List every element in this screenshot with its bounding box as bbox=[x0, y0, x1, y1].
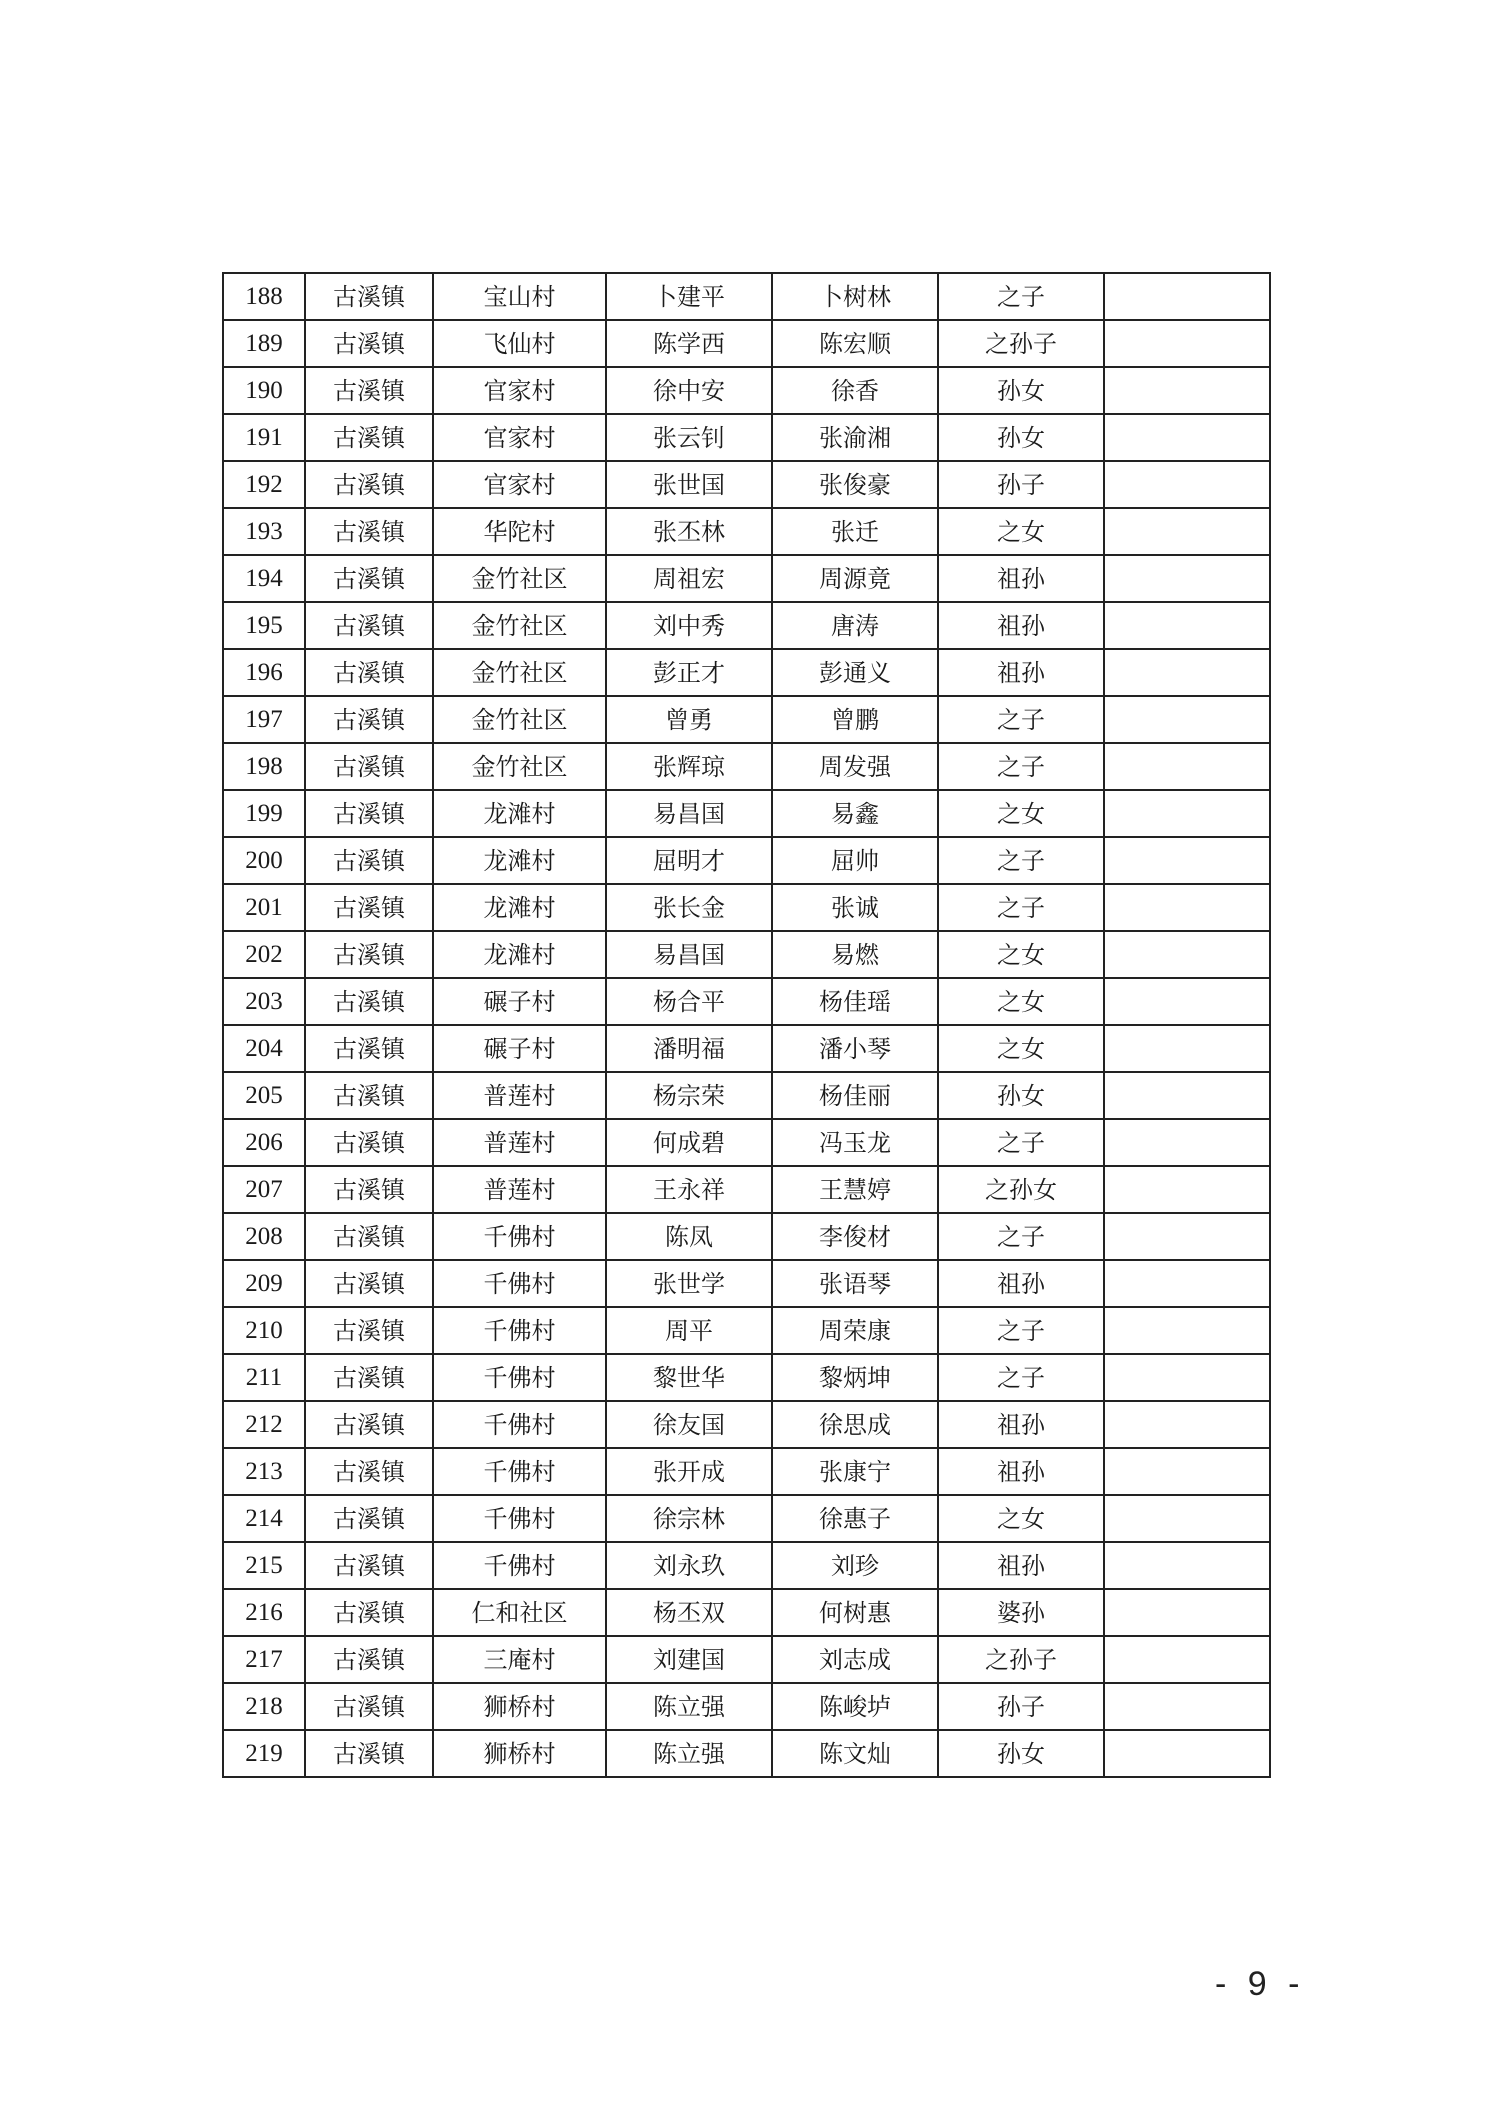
row-number-cell: 199 bbox=[223, 790, 305, 837]
relationship-cell: 之孙女 bbox=[938, 1166, 1104, 1213]
town-cell: 古溪镇 bbox=[305, 1166, 433, 1213]
remarks-cell bbox=[1104, 1636, 1270, 1683]
village-cell: 龙滩村 bbox=[433, 790, 606, 837]
dependent-name-cell: 易鑫 bbox=[772, 790, 938, 837]
elder-name-cell: 张丕林 bbox=[606, 508, 772, 555]
town-cell: 古溪镇 bbox=[305, 1495, 433, 1542]
row-number-cell: 219 bbox=[223, 1730, 305, 1777]
row-number-cell: 193 bbox=[223, 508, 305, 555]
dependent-name-cell: 杨佳丽 bbox=[772, 1072, 938, 1119]
row-number-cell: 197 bbox=[223, 696, 305, 743]
dependent-name-cell: 刘珍 bbox=[772, 1542, 938, 1589]
row-number-cell: 191 bbox=[223, 414, 305, 461]
elder-name-cell: 刘永玖 bbox=[606, 1542, 772, 1589]
remarks-cell bbox=[1104, 1119, 1270, 1166]
table-row bbox=[223, 1166, 1270, 1213]
village-cell: 飞仙村 bbox=[433, 320, 606, 367]
village-cell: 千佛村 bbox=[433, 1260, 606, 1307]
remarks-cell bbox=[1104, 696, 1270, 743]
village-cell: 金竹社区 bbox=[433, 743, 606, 790]
table-row bbox=[223, 1683, 1270, 1730]
relationship-cell: 祖孙 bbox=[938, 1401, 1104, 1448]
dependent-name-cell: 张俊豪 bbox=[772, 461, 938, 508]
town-cell: 古溪镇 bbox=[305, 1401, 433, 1448]
dependent-name-cell: 唐涛 bbox=[772, 602, 938, 649]
dependent-name-cell: 张康宁 bbox=[772, 1448, 938, 1495]
remarks-cell bbox=[1104, 1260, 1270, 1307]
remarks-cell bbox=[1104, 649, 1270, 696]
remarks-cell bbox=[1104, 320, 1270, 367]
row-number-cell: 207 bbox=[223, 1166, 305, 1213]
village-cell: 千佛村 bbox=[433, 1213, 606, 1260]
village-cell: 龙滩村 bbox=[433, 884, 606, 931]
village-cell: 三庵村 bbox=[433, 1636, 606, 1683]
elder-name-cell: 陈学西 bbox=[606, 320, 772, 367]
elder-name-cell: 屈明才 bbox=[606, 837, 772, 884]
village-cell: 金竹社区 bbox=[433, 602, 606, 649]
row-number-cell: 211 bbox=[223, 1354, 305, 1401]
remarks-cell bbox=[1104, 1307, 1270, 1354]
table-row bbox=[223, 273, 1270, 320]
row-number-cell: 218 bbox=[223, 1683, 305, 1730]
remarks-cell bbox=[1104, 367, 1270, 414]
village-cell: 碾子村 bbox=[433, 978, 606, 1025]
row-number-cell: 203 bbox=[223, 978, 305, 1025]
table-row bbox=[223, 1260, 1270, 1307]
elder-name-cell: 曾勇 bbox=[606, 696, 772, 743]
row-number-cell: 213 bbox=[223, 1448, 305, 1495]
elder-name-cell: 易昌国 bbox=[606, 931, 772, 978]
row-number-cell: 189 bbox=[223, 320, 305, 367]
table-row bbox=[223, 414, 1270, 461]
table-row bbox=[223, 1448, 1270, 1495]
town-cell: 古溪镇 bbox=[305, 1730, 433, 1777]
dependent-name-cell: 刘志成 bbox=[772, 1636, 938, 1683]
village-cell: 华陀村 bbox=[433, 508, 606, 555]
remarks-cell bbox=[1104, 1730, 1270, 1777]
row-number-cell: 192 bbox=[223, 461, 305, 508]
relationship-cell: 之子 bbox=[938, 1354, 1104, 1401]
relationship-cell: 孙子 bbox=[938, 1683, 1104, 1730]
remarks-cell bbox=[1104, 884, 1270, 931]
table-row bbox=[223, 1542, 1270, 1589]
remarks-cell bbox=[1104, 1072, 1270, 1119]
town-cell: 古溪镇 bbox=[305, 555, 433, 602]
row-number-cell: 202 bbox=[223, 931, 305, 978]
row-number-cell: 214 bbox=[223, 1495, 305, 1542]
remarks-cell bbox=[1104, 555, 1270, 602]
elder-name-cell: 张辉琼 bbox=[606, 743, 772, 790]
table-row bbox=[223, 367, 1270, 414]
relationship-cell: 祖孙 bbox=[938, 1260, 1104, 1307]
village-cell: 千佛村 bbox=[433, 1542, 606, 1589]
town-cell: 古溪镇 bbox=[305, 508, 433, 555]
row-number-cell: 210 bbox=[223, 1307, 305, 1354]
elder-name-cell: 陈凤 bbox=[606, 1213, 772, 1260]
relationship-cell: 孙女 bbox=[938, 1072, 1104, 1119]
dependent-name-cell: 周发强 bbox=[772, 743, 938, 790]
elder-name-cell: 卜建平 bbox=[606, 273, 772, 320]
town-cell: 古溪镇 bbox=[305, 461, 433, 508]
town-cell: 古溪镇 bbox=[305, 837, 433, 884]
town-cell: 古溪镇 bbox=[305, 1260, 433, 1307]
remarks-cell bbox=[1104, 1354, 1270, 1401]
row-number-cell: 196 bbox=[223, 649, 305, 696]
town-cell: 古溪镇 bbox=[305, 1448, 433, 1495]
village-cell: 官家村 bbox=[433, 367, 606, 414]
village-cell: 狮桥村 bbox=[433, 1683, 606, 1730]
dependent-name-cell: 屈帅 bbox=[772, 837, 938, 884]
row-number-cell: 204 bbox=[223, 1025, 305, 1072]
relationship-cell: 之子 bbox=[938, 1213, 1104, 1260]
row-number-cell: 208 bbox=[223, 1213, 305, 1260]
relationship-cell: 祖孙 bbox=[938, 602, 1104, 649]
remarks-cell bbox=[1104, 1401, 1270, 1448]
row-number-cell: 190 bbox=[223, 367, 305, 414]
town-cell: 古溪镇 bbox=[305, 1307, 433, 1354]
relationship-cell: 之女 bbox=[938, 508, 1104, 555]
table-row bbox=[223, 1213, 1270, 1260]
table-row bbox=[223, 790, 1270, 837]
elder-name-cell: 徐友国 bbox=[606, 1401, 772, 1448]
remarks-cell bbox=[1104, 743, 1270, 790]
dependent-name-cell: 陈峻垆 bbox=[772, 1683, 938, 1730]
relationship-cell: 之子 bbox=[938, 837, 1104, 884]
table-row bbox=[223, 1072, 1270, 1119]
relationship-cell: 之子 bbox=[938, 1307, 1104, 1354]
table-row bbox=[223, 1495, 1270, 1542]
table-row bbox=[223, 696, 1270, 743]
relationship-cell: 祖孙 bbox=[938, 555, 1104, 602]
relationship-cell: 之女 bbox=[938, 1495, 1104, 1542]
town-cell: 古溪镇 bbox=[305, 696, 433, 743]
table-row bbox=[223, 1025, 1270, 1072]
table-row bbox=[223, 743, 1270, 790]
dependent-name-cell: 周荣康 bbox=[772, 1307, 938, 1354]
elder-name-cell: 易昌国 bbox=[606, 790, 772, 837]
table-row bbox=[223, 602, 1270, 649]
dependent-name-cell: 潘小琴 bbox=[772, 1025, 938, 1072]
relationship-cell: 之孙子 bbox=[938, 1636, 1104, 1683]
remarks-cell bbox=[1104, 790, 1270, 837]
remarks-cell bbox=[1104, 1166, 1270, 1213]
relationship-cell: 之子 bbox=[938, 696, 1104, 743]
dependent-name-cell: 李俊材 bbox=[772, 1213, 938, 1260]
village-cell: 龙滩村 bbox=[433, 837, 606, 884]
relationship-cell: 祖孙 bbox=[938, 1542, 1104, 1589]
village-cell: 千佛村 bbox=[433, 1354, 606, 1401]
dependent-name-cell: 曾鹏 bbox=[772, 696, 938, 743]
dependent-name-cell: 张迁 bbox=[772, 508, 938, 555]
village-cell: 仁和社区 bbox=[433, 1589, 606, 1636]
table-row bbox=[223, 978, 1270, 1025]
row-number-cell: 206 bbox=[223, 1119, 305, 1166]
row-number-cell: 195 bbox=[223, 602, 305, 649]
town-cell: 古溪镇 bbox=[305, 1025, 433, 1072]
row-number-cell: 188 bbox=[223, 273, 305, 320]
row-number-cell: 215 bbox=[223, 1542, 305, 1589]
row-number-cell: 194 bbox=[223, 555, 305, 602]
dependent-name-cell: 徐思成 bbox=[772, 1401, 938, 1448]
dependent-name-cell: 陈宏顺 bbox=[772, 320, 938, 367]
dependent-name-cell: 杨佳瑶 bbox=[772, 978, 938, 1025]
table-row bbox=[223, 1354, 1270, 1401]
relationship-cell: 之子 bbox=[938, 884, 1104, 931]
elder-name-cell: 刘中秀 bbox=[606, 602, 772, 649]
elder-name-cell: 张开成 bbox=[606, 1448, 772, 1495]
remarks-cell bbox=[1104, 1213, 1270, 1260]
relationship-cell: 孙子 bbox=[938, 461, 1104, 508]
row-number-cell: 209 bbox=[223, 1260, 305, 1307]
elder-name-cell: 周祖宏 bbox=[606, 555, 772, 602]
dependent-name-cell: 徐惠子 bbox=[772, 1495, 938, 1542]
remarks-cell bbox=[1104, 931, 1270, 978]
remarks-cell bbox=[1104, 837, 1270, 884]
dependent-name-cell: 陈文灿 bbox=[772, 1730, 938, 1777]
roster-table bbox=[222, 272, 1271, 1778]
elder-name-cell: 王永祥 bbox=[606, 1166, 772, 1213]
elder-name-cell: 陈立强 bbox=[606, 1730, 772, 1777]
relationship-cell: 婆孙 bbox=[938, 1589, 1104, 1636]
elder-name-cell: 潘明福 bbox=[606, 1025, 772, 1072]
relationship-cell: 之女 bbox=[938, 1025, 1104, 1072]
village-cell: 龙滩村 bbox=[433, 931, 606, 978]
row-number-cell: 201 bbox=[223, 884, 305, 931]
village-cell: 千佛村 bbox=[433, 1401, 606, 1448]
relationship-cell: 孙女 bbox=[938, 367, 1104, 414]
row-number-cell: 200 bbox=[223, 837, 305, 884]
village-cell: 金竹社区 bbox=[433, 696, 606, 743]
town-cell: 古溪镇 bbox=[305, 367, 433, 414]
remarks-cell bbox=[1104, 978, 1270, 1025]
row-number-cell: 216 bbox=[223, 1589, 305, 1636]
table-row bbox=[223, 1730, 1270, 1777]
table-row bbox=[223, 1589, 1270, 1636]
town-cell: 古溪镇 bbox=[305, 743, 433, 790]
village-cell: 官家村 bbox=[433, 414, 606, 461]
dependent-name-cell: 徐香 bbox=[772, 367, 938, 414]
dependent-name-cell: 周源竟 bbox=[772, 555, 938, 602]
relationship-cell: 祖孙 bbox=[938, 1448, 1104, 1495]
town-cell: 古溪镇 bbox=[305, 1589, 433, 1636]
relationship-cell: 之孙子 bbox=[938, 320, 1104, 367]
elder-name-cell: 徐中安 bbox=[606, 367, 772, 414]
elder-name-cell: 张长金 bbox=[606, 884, 772, 931]
elder-name-cell: 杨宗荣 bbox=[606, 1072, 772, 1119]
remarks-cell bbox=[1104, 1683, 1270, 1730]
elder-name-cell: 刘建国 bbox=[606, 1636, 772, 1683]
dependent-name-cell: 张语琴 bbox=[772, 1260, 938, 1307]
town-cell: 古溪镇 bbox=[305, 1119, 433, 1166]
town-cell: 古溪镇 bbox=[305, 884, 433, 931]
table-row bbox=[223, 884, 1270, 931]
remarks-cell bbox=[1104, 273, 1270, 320]
dependent-name-cell: 张诚 bbox=[772, 884, 938, 931]
village-cell: 金竹社区 bbox=[433, 555, 606, 602]
table-row bbox=[223, 649, 1270, 696]
town-cell: 古溪镇 bbox=[305, 1354, 433, 1401]
elder-name-cell: 彭正才 bbox=[606, 649, 772, 696]
elder-name-cell: 陈立强 bbox=[606, 1683, 772, 1730]
remarks-cell bbox=[1104, 508, 1270, 555]
elder-name-cell: 徐宗林 bbox=[606, 1495, 772, 1542]
elder-name-cell: 何成碧 bbox=[606, 1119, 772, 1166]
town-cell: 古溪镇 bbox=[305, 273, 433, 320]
dependent-name-cell: 黎炳坤 bbox=[772, 1354, 938, 1401]
table-row bbox=[223, 1119, 1270, 1166]
town-cell: 古溪镇 bbox=[305, 649, 433, 696]
town-cell: 古溪镇 bbox=[305, 931, 433, 978]
relationship-cell: 之女 bbox=[938, 931, 1104, 978]
table-row bbox=[223, 508, 1270, 555]
village-cell: 千佛村 bbox=[433, 1495, 606, 1542]
remarks-cell bbox=[1104, 414, 1270, 461]
table-row bbox=[223, 1636, 1270, 1683]
row-number-cell: 198 bbox=[223, 743, 305, 790]
elder-name-cell: 黎世华 bbox=[606, 1354, 772, 1401]
town-cell: 古溪镇 bbox=[305, 1213, 433, 1260]
remarks-cell bbox=[1104, 1589, 1270, 1636]
roster-body bbox=[223, 273, 1270, 1777]
dependent-name-cell: 张渝湘 bbox=[772, 414, 938, 461]
row-number-cell: 217 bbox=[223, 1636, 305, 1683]
dependent-name-cell: 王慧婷 bbox=[772, 1166, 938, 1213]
village-cell: 官家村 bbox=[433, 461, 606, 508]
village-cell: 千佛村 bbox=[433, 1448, 606, 1495]
town-cell: 古溪镇 bbox=[305, 978, 433, 1025]
remarks-cell bbox=[1104, 1542, 1270, 1589]
page-number: - 9 - bbox=[1215, 1965, 1306, 2003]
dependent-name-cell: 何树惠 bbox=[772, 1589, 938, 1636]
table-row bbox=[223, 1307, 1270, 1354]
dependent-name-cell: 彭通义 bbox=[772, 649, 938, 696]
dependent-name-cell: 冯玉龙 bbox=[772, 1119, 938, 1166]
relationship-cell: 之女 bbox=[938, 978, 1104, 1025]
village-cell: 狮桥村 bbox=[433, 1730, 606, 1777]
remarks-cell bbox=[1104, 1025, 1270, 1072]
village-cell: 千佛村 bbox=[433, 1307, 606, 1354]
relationship-cell: 之子 bbox=[938, 1119, 1104, 1166]
dependent-name-cell: 易燃 bbox=[772, 931, 938, 978]
elder-name-cell: 张世国 bbox=[606, 461, 772, 508]
town-cell: 古溪镇 bbox=[305, 1683, 433, 1730]
village-cell: 普莲村 bbox=[433, 1072, 606, 1119]
remarks-cell bbox=[1104, 1448, 1270, 1495]
table-row bbox=[223, 837, 1270, 884]
village-cell: 宝山村 bbox=[433, 273, 606, 320]
remarks-cell bbox=[1104, 461, 1270, 508]
relationship-cell: 之子 bbox=[938, 273, 1104, 320]
remarks-cell bbox=[1104, 602, 1270, 649]
village-cell: 普莲村 bbox=[433, 1166, 606, 1213]
elder-name-cell: 张云钊 bbox=[606, 414, 772, 461]
relationship-cell: 祖孙 bbox=[938, 649, 1104, 696]
relationship-cell: 孙女 bbox=[938, 1730, 1104, 1777]
town-cell: 古溪镇 bbox=[305, 1636, 433, 1683]
row-number-cell: 212 bbox=[223, 1401, 305, 1448]
town-cell: 古溪镇 bbox=[305, 790, 433, 837]
elder-name-cell: 周平 bbox=[606, 1307, 772, 1354]
table-row bbox=[223, 461, 1270, 508]
relationship-cell: 孙女 bbox=[938, 414, 1104, 461]
town-cell: 古溪镇 bbox=[305, 320, 433, 367]
table-row bbox=[223, 320, 1270, 367]
town-cell: 古溪镇 bbox=[305, 1072, 433, 1119]
row-number-cell: 205 bbox=[223, 1072, 305, 1119]
elder-name-cell: 张世学 bbox=[606, 1260, 772, 1307]
remarks-cell bbox=[1104, 1495, 1270, 1542]
village-cell: 普莲村 bbox=[433, 1119, 606, 1166]
table-row bbox=[223, 555, 1270, 602]
town-cell: 古溪镇 bbox=[305, 602, 433, 649]
table-row bbox=[223, 1401, 1270, 1448]
relationship-cell: 之子 bbox=[938, 743, 1104, 790]
elder-name-cell: 杨丕双 bbox=[606, 1589, 772, 1636]
relationship-cell: 之女 bbox=[938, 790, 1104, 837]
dependent-name-cell: 卜树林 bbox=[772, 273, 938, 320]
elder-name-cell: 杨合平 bbox=[606, 978, 772, 1025]
table-row bbox=[223, 931, 1270, 978]
town-cell: 古溪镇 bbox=[305, 1542, 433, 1589]
town-cell: 古溪镇 bbox=[305, 414, 433, 461]
village-cell: 碾子村 bbox=[433, 1025, 606, 1072]
village-cell: 金竹社区 bbox=[433, 649, 606, 696]
